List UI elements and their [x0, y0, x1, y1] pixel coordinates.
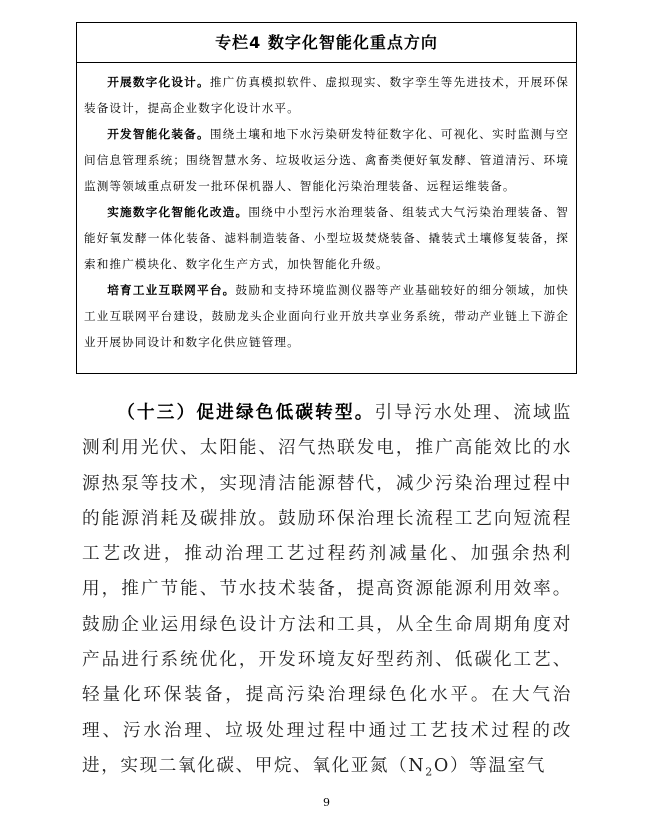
formula-o: O — [433, 755, 450, 776]
column-item-text: 围绕土壤和地下水污染研发特征数字化、可视化、实时监测与空间信息管理系统；围绕智慧水务、垃圾收运分选、禽畜类便好氧发酵、管道清污、环境监测等领域重点研发一批环保机器人、智能化污染治理装备、远程运维装备。 — [84, 127, 569, 193]
section-paragraph — [82, 396, 572, 784]
column-item-lead: 培育工业互联网平台。 — [107, 283, 236, 297]
column-item — [84, 69, 569, 121]
formula-subscript: 2 — [425, 765, 434, 779]
column-item-text: 推广仿真模拟软件、虚拟现实、数字孪生等先进技术，开展环保装备设计，提高企业数字化设计水平。 — [84, 75, 569, 115]
section-body: 引导污水处理、流域监测利用光伏、太阳能、沼气热联发电，推广高能效比的水源热泵等技术，实现清洁能源替代，减少污染治理过程中的能源消耗及碳排放。鼓励环保治理长流程工艺向短流程工艺改进，推动治理工艺过程药剂减量化、加强余热利用，推广节能、节水技术装备，提高资源能源利用效率。鼓励企业运用绿色设计方法和工具，从全生命周期角度对产品进行系统优化，开发环境友好型药剂、低碳化工艺、轻量化环保装备，提高污染治理绿色化水平。在大气治理、污水治理、垃圾处理过程中通过工艺技术过程的改进，实现二氧化碳、甲烷、氧化亚氮（ — [82, 403, 572, 776]
column-item-lead: 实施数字化智能化改造。 — [107, 205, 249, 219]
column-item-text: 鼓励和支持环境监测仪器等产业基础较好的细分领域，加快工业互联网平台建设，鼓励龙头企业面向行业开放共享业务系统，带动产业链上下游企业开展协同设计和数字化供应链管理。 — [84, 283, 569, 349]
column-box-body — [77, 63, 576, 355]
column-box — [76, 22, 577, 374]
column-item-text: 围绕中小型污水治理装备、组装式大气污染治理装备、智能好氧发酵一体化装备、滤料制造装备、小型垃圾焚烧装备、撬装式土壤修复装备，探索和推广模块化、数字化生产方式，加快智能化升级。 — [84, 205, 569, 271]
column-item — [84, 199, 569, 277]
page-number: 9 — [323, 796, 330, 809]
section-body-end: ）等温室气 — [449, 755, 546, 776]
column-item — [84, 121, 569, 199]
column-item-lead: 开展数字化设计。 — [107, 75, 210, 89]
formula-n: N — [408, 755, 426, 776]
column-item — [84, 277, 569, 355]
column-box-title: 专栏4 数字化智能化重点方向 — [77, 23, 576, 63]
section-heading: （十三）促进绿色低碳转型。 — [117, 403, 375, 423]
column-item-lead: 开发智能化装备。 — [107, 127, 210, 141]
